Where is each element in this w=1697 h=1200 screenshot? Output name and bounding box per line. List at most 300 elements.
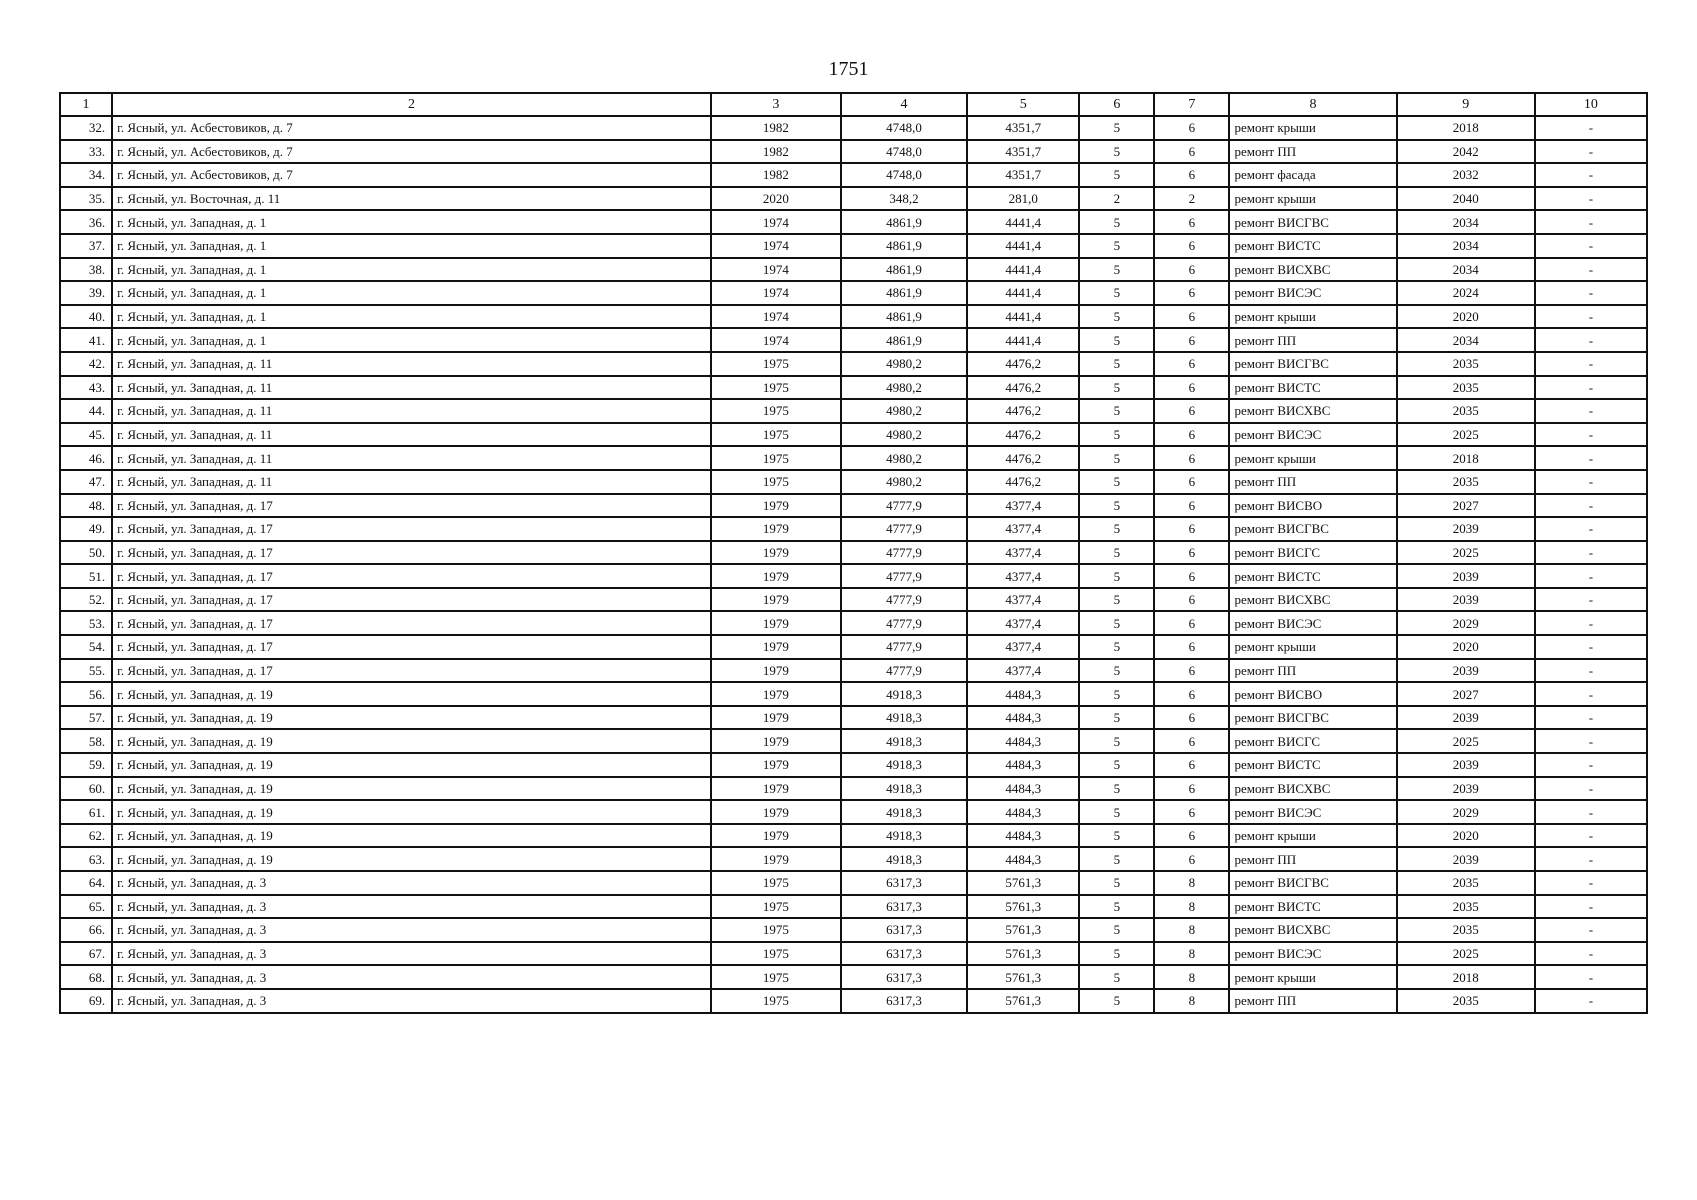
table-row	[60, 517, 1647, 541]
table-row	[60, 942, 1647, 966]
table-row	[60, 965, 1647, 989]
note-cell: -	[1535, 470, 1647, 494]
address-cell: г. Ясный, ул. Западная, д. 1	[112, 281, 711, 305]
work-type-cell: ремонт крыши	[1229, 635, 1396, 659]
entrances-cell: 6	[1154, 847, 1229, 871]
row-number-cell: 49.	[60, 517, 112, 541]
entrances-cell: 6	[1154, 281, 1229, 305]
living-area-cell: 5761,3	[967, 942, 1079, 966]
note-cell: -	[1535, 753, 1647, 777]
row-number-cell: 34.	[60, 163, 112, 187]
year-cell: 1975	[711, 895, 841, 919]
row-number-cell: 56.	[60, 682, 112, 706]
address-cell: г. Ясный, ул. Западная, д. 3	[112, 918, 711, 942]
floors-cell: 5	[1079, 942, 1154, 966]
row-number-cell: 54.	[60, 635, 112, 659]
floors-cell: 5	[1079, 328, 1154, 352]
year-cell: 1979	[711, 635, 841, 659]
total-area-cell: 4861,9	[841, 305, 967, 329]
entrances-cell: 6	[1154, 659, 1229, 683]
living-area-cell: 4441,4	[967, 281, 1079, 305]
plan-year-cell: 2025	[1397, 729, 1535, 753]
entrances-cell: 6	[1154, 564, 1229, 588]
floors-cell: 5	[1079, 210, 1154, 234]
floors-cell: 5	[1079, 847, 1154, 871]
entrances-cell: 6	[1154, 800, 1229, 824]
floors-cell: 5	[1079, 564, 1154, 588]
work-type-cell: ремонт ВИСЭС	[1229, 281, 1396, 305]
address-cell: г. Ясный, ул. Западная, д. 3	[112, 871, 711, 895]
year-cell: 1979	[711, 824, 841, 848]
plan-year-cell: 2035	[1397, 871, 1535, 895]
living-area-cell: 4476,2	[967, 399, 1079, 423]
living-area-cell: 4377,4	[967, 635, 1079, 659]
row-number-cell: 44.	[60, 399, 112, 423]
plan-year-cell: 2039	[1397, 753, 1535, 777]
floors-cell: 5	[1079, 234, 1154, 258]
row-number-cell: 48.	[60, 494, 112, 518]
floors-cell: 5	[1079, 918, 1154, 942]
note-cell: -	[1535, 210, 1647, 234]
table-row	[60, 234, 1647, 258]
work-type-cell: ремонт ВИСХВС	[1229, 399, 1396, 423]
floors-cell: 5	[1079, 517, 1154, 541]
address-cell: г. Ясный, ул. Западная, д. 3	[112, 965, 711, 989]
work-type-cell: ремонт ВИСГВС	[1229, 706, 1396, 730]
work-type-cell: ремонт ВИСВО	[1229, 494, 1396, 518]
table-row	[60, 800, 1647, 824]
year-cell: 1975	[711, 423, 841, 447]
living-area-cell: 4351,7	[967, 163, 1079, 187]
entrances-cell: 6	[1154, 328, 1229, 352]
table-row	[60, 446, 1647, 470]
year-cell: 1979	[711, 541, 841, 565]
address-cell: г. Ясный, ул. Западная, д. 3	[112, 895, 711, 919]
floors-cell: 5	[1079, 305, 1154, 329]
work-type-cell: ремонт ВИСТС	[1229, 376, 1396, 400]
floors-cell: 5	[1079, 729, 1154, 753]
column-header: 2	[112, 93, 711, 116]
note-cell: -	[1535, 895, 1647, 919]
address-cell: г. Ясный, ул. Западная, д. 17	[112, 564, 711, 588]
total-area-cell: 4980,2	[841, 376, 967, 400]
entrances-cell: 6	[1154, 494, 1229, 518]
floors-cell: 5	[1079, 352, 1154, 376]
total-area-cell: 4777,9	[841, 611, 967, 635]
living-area-cell: 4441,4	[967, 328, 1079, 352]
address-cell: г. Ясный, ул. Западная, д. 19	[112, 706, 711, 730]
plan-year-cell: 2034	[1397, 234, 1535, 258]
total-area-cell: 6317,3	[841, 918, 967, 942]
year-cell: 1975	[711, 989, 841, 1013]
address-cell: г. Ясный, ул. Западная, д. 3	[112, 989, 711, 1013]
address-cell: г. Ясный, ул. Западная, д. 11	[112, 376, 711, 400]
total-area-cell: 6317,3	[841, 965, 967, 989]
plan-year-cell: 2020	[1397, 635, 1535, 659]
plan-year-cell: 2039	[1397, 659, 1535, 683]
living-area-cell: 4377,4	[967, 494, 1079, 518]
entrances-cell: 6	[1154, 423, 1229, 447]
address-cell: г. Ясный, ул. Западная, д. 11	[112, 470, 711, 494]
living-area-cell: 5761,3	[967, 989, 1079, 1013]
year-cell: 1975	[711, 352, 841, 376]
floors-cell: 5	[1079, 659, 1154, 683]
total-area-cell: 4980,2	[841, 446, 967, 470]
total-area-cell: 4777,9	[841, 564, 967, 588]
work-type-cell: ремонт ВИСЭС	[1229, 423, 1396, 447]
plan-year-cell: 2025	[1397, 942, 1535, 966]
floors-cell: 5	[1079, 541, 1154, 565]
header-row	[60, 93, 1647, 116]
page-number: 1751	[828, 58, 869, 80]
living-area-cell: 4484,3	[967, 729, 1079, 753]
note-cell: -	[1535, 163, 1647, 187]
plan-year-cell: 2039	[1397, 706, 1535, 730]
address-cell: г. Ясный, ул. Западная, д. 17	[112, 494, 711, 518]
floors-cell: 5	[1079, 281, 1154, 305]
year-cell: 1975	[711, 942, 841, 966]
plan-year-cell: 2039	[1397, 564, 1535, 588]
row-number-cell: 46.	[60, 446, 112, 470]
entrances-cell: 6	[1154, 753, 1229, 777]
address-cell: г. Ясный, ул. Западная, д. 1	[112, 210, 711, 234]
total-area-cell: 4861,9	[841, 281, 967, 305]
row-number-cell: 58.	[60, 729, 112, 753]
total-area-cell: 4861,9	[841, 328, 967, 352]
plan-year-cell: 2029	[1397, 800, 1535, 824]
column-header: 3	[711, 93, 841, 116]
total-area-cell: 348,2	[841, 187, 967, 211]
total-area-cell: 4918,3	[841, 800, 967, 824]
row-number-cell: 69.	[60, 989, 112, 1013]
plan-year-cell: 2020	[1397, 305, 1535, 329]
total-area-cell: 4980,2	[841, 423, 967, 447]
table-row	[60, 564, 1647, 588]
year-cell: 1979	[711, 517, 841, 541]
work-type-cell: ремонт ПП	[1229, 659, 1396, 683]
note-cell: -	[1535, 517, 1647, 541]
address-cell: г. Ясный, ул. Западная, д. 3	[112, 942, 711, 966]
floors-cell: 5	[1079, 965, 1154, 989]
table-row	[60, 824, 1647, 848]
floors-cell: 5	[1079, 895, 1154, 919]
table-row	[60, 918, 1647, 942]
row-number-cell: 36.	[60, 210, 112, 234]
table-row	[60, 376, 1647, 400]
year-cell: 1982	[711, 163, 841, 187]
work-type-cell: ремонт ВИСТС	[1229, 234, 1396, 258]
note-cell: -	[1535, 258, 1647, 282]
address-cell: г. Ясный, ул. Западная, д. 11	[112, 399, 711, 423]
plan-year-cell: 2032	[1397, 163, 1535, 187]
entrances-cell: 8	[1154, 918, 1229, 942]
note-cell: -	[1535, 635, 1647, 659]
work-type-cell: ремонт ВИСЭС	[1229, 611, 1396, 635]
table-row	[60, 281, 1647, 305]
entrances-cell: 6	[1154, 777, 1229, 801]
total-area-cell: 4777,9	[841, 588, 967, 612]
total-area-cell: 4748,0	[841, 140, 967, 164]
entrances-cell: 6	[1154, 706, 1229, 730]
note-cell: -	[1535, 824, 1647, 848]
year-cell: 1974	[711, 328, 841, 352]
year-cell: 1975	[711, 470, 841, 494]
row-number-cell: 43.	[60, 376, 112, 400]
row-number-cell: 66.	[60, 918, 112, 942]
row-number-cell: 37.	[60, 234, 112, 258]
year-cell: 1979	[711, 847, 841, 871]
address-cell: г. Ясный, ул. Асбестовиков, д. 7	[112, 116, 711, 140]
year-cell: 1979	[711, 753, 841, 777]
living-area-cell: 4377,4	[967, 541, 1079, 565]
row-number-cell: 62.	[60, 824, 112, 848]
note-cell: -	[1535, 352, 1647, 376]
year-cell: 1979	[711, 611, 841, 635]
entrances-cell: 6	[1154, 399, 1229, 423]
note-cell: -	[1535, 399, 1647, 423]
row-number-cell: 59.	[60, 753, 112, 777]
work-type-cell: ремонт ВИСВО	[1229, 682, 1396, 706]
year-cell: 1974	[711, 305, 841, 329]
row-number-cell: 47.	[60, 470, 112, 494]
column-header: 8	[1229, 93, 1396, 116]
work-type-cell: ремонт ВИСГС	[1229, 541, 1396, 565]
plan-year-cell: 2020	[1397, 824, 1535, 848]
table-row	[60, 210, 1647, 234]
floors-cell: 5	[1079, 399, 1154, 423]
column-header: 4	[841, 93, 967, 116]
living-area-cell: 5761,3	[967, 871, 1079, 895]
total-area-cell: 6317,3	[841, 942, 967, 966]
entrances-cell: 8	[1154, 942, 1229, 966]
entrances-cell: 6	[1154, 116, 1229, 140]
note-cell: -	[1535, 140, 1647, 164]
row-number-cell: 38.	[60, 258, 112, 282]
note-cell: -	[1535, 659, 1647, 683]
floors-cell: 5	[1079, 706, 1154, 730]
entrances-cell: 6	[1154, 635, 1229, 659]
plan-year-cell: 2035	[1397, 376, 1535, 400]
work-type-cell: ремонт крыши	[1229, 965, 1396, 989]
plan-year-cell: 2034	[1397, 328, 1535, 352]
living-area-cell: 281,0	[967, 187, 1079, 211]
floors-cell: 5	[1079, 470, 1154, 494]
note-cell: -	[1535, 871, 1647, 895]
address-cell: г. Ясный, ул. Западная, д. 11	[112, 423, 711, 447]
address-cell: г. Ясный, ул. Западная, д. 19	[112, 777, 711, 801]
living-area-cell: 4377,4	[967, 611, 1079, 635]
note-cell: -	[1535, 989, 1647, 1013]
table-row	[60, 729, 1647, 753]
plan-year-cell: 2025	[1397, 541, 1535, 565]
plan-year-cell: 2035	[1397, 399, 1535, 423]
floors-cell: 5	[1079, 989, 1154, 1013]
total-area-cell: 4980,2	[841, 470, 967, 494]
table-row	[60, 541, 1647, 565]
entrances-cell: 6	[1154, 470, 1229, 494]
row-number-cell: 64.	[60, 871, 112, 895]
column-header: 9	[1397, 93, 1535, 116]
floors-cell: 5	[1079, 871, 1154, 895]
total-area-cell: 4918,3	[841, 777, 967, 801]
year-cell: 1974	[711, 210, 841, 234]
total-area-cell: 4777,9	[841, 517, 967, 541]
year-cell: 1975	[711, 871, 841, 895]
row-number-cell: 35.	[60, 187, 112, 211]
note-cell: -	[1535, 187, 1647, 211]
year-cell: 1979	[711, 729, 841, 753]
entrances-cell: 6	[1154, 305, 1229, 329]
living-area-cell: 4484,3	[967, 682, 1079, 706]
living-area-cell: 4351,7	[967, 140, 1079, 164]
table-row	[60, 399, 1647, 423]
entrances-cell: 8	[1154, 871, 1229, 895]
entrances-cell: 6	[1154, 234, 1229, 258]
table-row	[60, 187, 1647, 211]
living-area-cell: 4441,4	[967, 234, 1079, 258]
living-area-cell: 5761,3	[967, 895, 1079, 919]
entrances-cell: 6	[1154, 352, 1229, 376]
plan-year-cell: 2035	[1397, 470, 1535, 494]
column-header: 6	[1079, 93, 1154, 116]
address-cell: г. Ясный, ул. Западная, д. 11	[112, 352, 711, 376]
note-cell: -	[1535, 588, 1647, 612]
row-number-cell: 52.	[60, 588, 112, 612]
floors-cell: 5	[1079, 588, 1154, 612]
work-type-cell: ремонт ВИСХВС	[1229, 918, 1396, 942]
note-cell: -	[1535, 116, 1647, 140]
floors-cell: 5	[1079, 682, 1154, 706]
row-number-cell: 57.	[60, 706, 112, 730]
total-area-cell: 4861,9	[841, 258, 967, 282]
living-area-cell: 4441,4	[967, 305, 1079, 329]
row-number-cell: 45.	[60, 423, 112, 447]
row-number-cell: 60.	[60, 777, 112, 801]
table-row	[60, 635, 1647, 659]
row-number-cell: 50.	[60, 541, 112, 565]
total-area-cell: 6317,3	[841, 871, 967, 895]
floors-cell: 5	[1079, 753, 1154, 777]
total-area-cell: 4777,9	[841, 659, 967, 683]
row-number-cell: 39.	[60, 281, 112, 305]
column-header: 5	[967, 93, 1079, 116]
row-number-cell: 32.	[60, 116, 112, 140]
note-cell: -	[1535, 918, 1647, 942]
work-type-cell: ремонт фасада	[1229, 163, 1396, 187]
work-type-cell: ремонт ВИСХВС	[1229, 777, 1396, 801]
year-cell: 1974	[711, 258, 841, 282]
total-area-cell: 4918,3	[841, 729, 967, 753]
note-cell: -	[1535, 494, 1647, 518]
plan-year-cell: 2018	[1397, 116, 1535, 140]
table-row	[60, 423, 1647, 447]
plan-year-cell: 2039	[1397, 777, 1535, 801]
year-cell: 1974	[711, 281, 841, 305]
work-type-cell: ремонт ВИСТС	[1229, 564, 1396, 588]
total-area-cell: 4918,3	[841, 847, 967, 871]
table-row	[60, 895, 1647, 919]
address-cell: г. Ясный, ул. Западная, д. 19	[112, 729, 711, 753]
work-type-cell: ремонт ПП	[1229, 328, 1396, 352]
total-area-cell: 4980,2	[841, 399, 967, 423]
work-type-cell: ремонт крыши	[1229, 116, 1396, 140]
table-row	[60, 659, 1647, 683]
year-cell: 1982	[711, 116, 841, 140]
column-header: 7	[1154, 93, 1229, 116]
entrances-cell: 6	[1154, 682, 1229, 706]
work-type-cell: ремонт ПП	[1229, 140, 1396, 164]
floors-cell: 5	[1079, 116, 1154, 140]
note-cell: -	[1535, 423, 1647, 447]
note-cell: -	[1535, 847, 1647, 871]
plan-year-cell: 2035	[1397, 918, 1535, 942]
table-row	[60, 611, 1647, 635]
note-cell: -	[1535, 965, 1647, 989]
work-type-cell: ремонт ВИСТС	[1229, 895, 1396, 919]
floors-cell: 5	[1079, 494, 1154, 518]
note-cell: -	[1535, 729, 1647, 753]
work-type-cell: ремонт ПП	[1229, 989, 1396, 1013]
note-cell: -	[1535, 611, 1647, 635]
address-cell: г. Ясный, ул. Западная, д. 17	[112, 659, 711, 683]
living-area-cell: 4377,4	[967, 517, 1079, 541]
note-cell: -	[1535, 328, 1647, 352]
floors-cell: 5	[1079, 635, 1154, 659]
address-cell: г. Ясный, ул. Западная, д. 17	[112, 588, 711, 612]
address-cell: г. Ясный, ул. Западная, д. 1	[112, 258, 711, 282]
row-number-cell: 51.	[60, 564, 112, 588]
plan-year-cell: 2018	[1397, 965, 1535, 989]
plan-year-cell: 2024	[1397, 281, 1535, 305]
row-number-cell: 63.	[60, 847, 112, 871]
note-cell: -	[1535, 706, 1647, 730]
plan-year-cell: 2035	[1397, 352, 1535, 376]
table-row	[60, 494, 1647, 518]
total-area-cell: 4980,2	[841, 352, 967, 376]
entrances-cell: 6	[1154, 517, 1229, 541]
address-cell: г. Ясный, ул. Западная, д. 11	[112, 446, 711, 470]
note-cell: -	[1535, 281, 1647, 305]
total-area-cell: 6317,3	[841, 989, 967, 1013]
table-row	[60, 352, 1647, 376]
floors-cell: 5	[1079, 163, 1154, 187]
row-number-cell: 68.	[60, 965, 112, 989]
year-cell: 1979	[711, 777, 841, 801]
floors-cell: 5	[1079, 423, 1154, 447]
table-row	[60, 305, 1647, 329]
work-type-cell: ремонт крыши	[1229, 187, 1396, 211]
living-area-cell: 4484,3	[967, 800, 1079, 824]
address-cell: г. Ясный, ул. Западная, д. 1	[112, 328, 711, 352]
living-area-cell: 5761,3	[967, 965, 1079, 989]
total-area-cell: 4748,0	[841, 116, 967, 140]
row-number-cell: 67.	[60, 942, 112, 966]
year-cell: 1982	[711, 140, 841, 164]
note-cell: -	[1535, 564, 1647, 588]
year-cell: 1975	[711, 918, 841, 942]
address-cell: г. Ясный, ул. Асбестовиков, д. 7	[112, 163, 711, 187]
living-area-cell: 4476,2	[967, 446, 1079, 470]
year-cell: 1979	[711, 564, 841, 588]
year-cell: 1975	[711, 376, 841, 400]
address-cell: г. Ясный, ул. Западная, д. 1	[112, 234, 711, 258]
living-area-cell: 4484,3	[967, 824, 1079, 848]
year-cell: 1979	[711, 659, 841, 683]
table-row	[60, 682, 1647, 706]
plan-year-cell: 2042	[1397, 140, 1535, 164]
plan-year-cell: 2027	[1397, 494, 1535, 518]
note-cell: -	[1535, 777, 1647, 801]
